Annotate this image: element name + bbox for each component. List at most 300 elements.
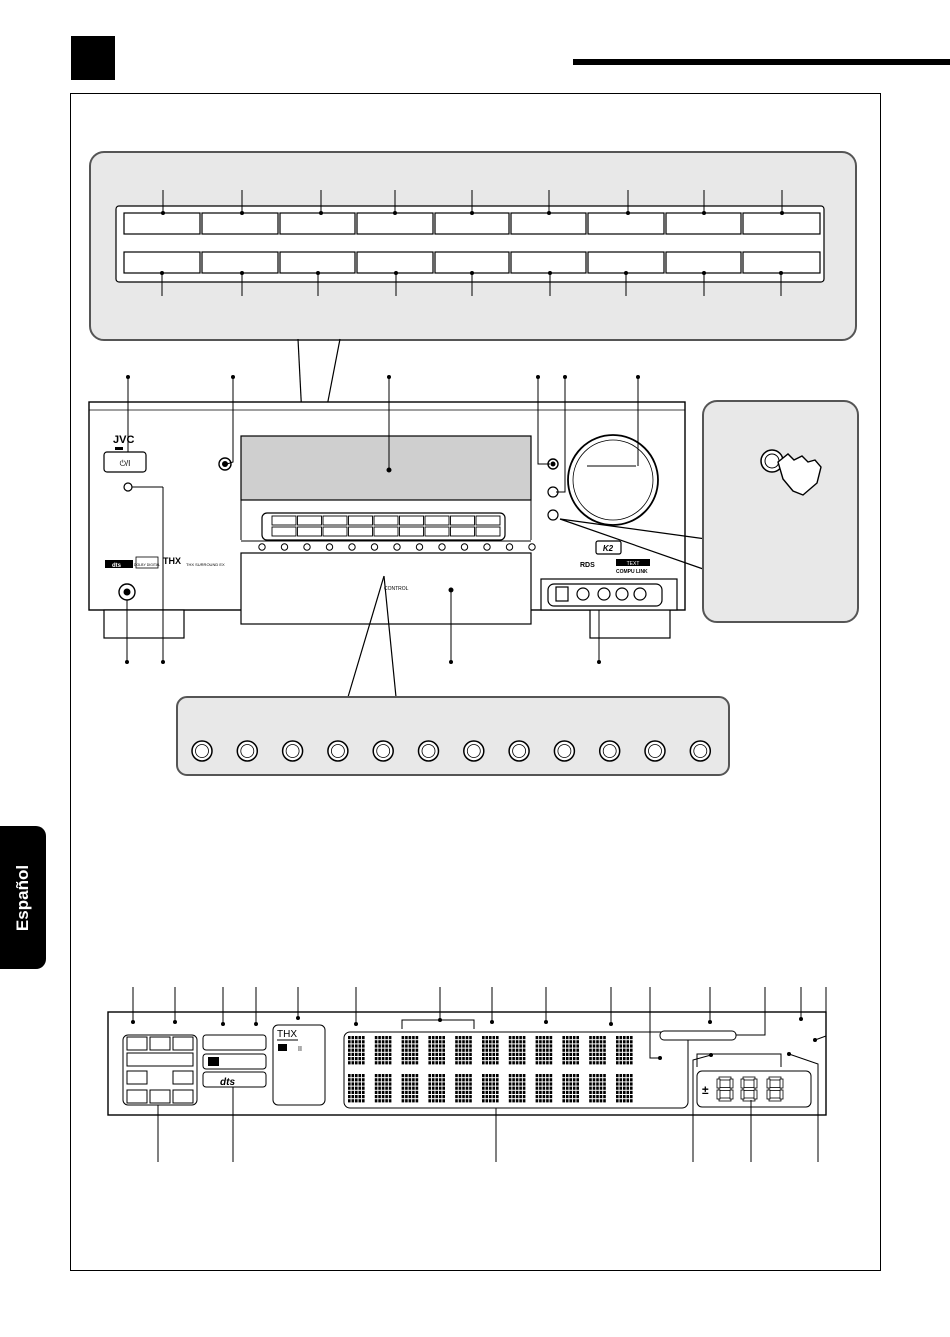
segment bbox=[719, 1088, 731, 1091]
segment bbox=[767, 1079, 770, 1088]
grid-button-bottom[interactable] bbox=[435, 252, 509, 273]
matrix-pixel bbox=[469, 1044, 472, 1047]
matrix-pixel bbox=[409, 1049, 412, 1052]
matrix-pixel bbox=[576, 1078, 579, 1081]
matrix-pixel bbox=[496, 1078, 499, 1081]
matrix-pixel bbox=[435, 1099, 438, 1102]
grid-button-bottom[interactable] bbox=[357, 252, 433, 273]
matrix-pixel bbox=[616, 1053, 619, 1056]
segment bbox=[730, 1090, 733, 1099]
matrix-pixel bbox=[348, 1040, 351, 1043]
matrix-pixel bbox=[405, 1053, 408, 1056]
power-button-label: ⏻/I bbox=[119, 459, 131, 468]
mini-button[interactable] bbox=[451, 527, 475, 536]
mini-button[interactable] bbox=[374, 527, 398, 536]
round-button-inner bbox=[603, 745, 616, 758]
matrix-pixel bbox=[620, 1091, 623, 1094]
speaker-indicator-block bbox=[123, 1035, 197, 1105]
matrix-pixel bbox=[435, 1040, 438, 1043]
grid-button-bottom[interactable] bbox=[280, 252, 355, 273]
strip-button[interactable] bbox=[259, 544, 265, 550]
display-dts-label: dts bbox=[220, 1077, 235, 1088]
strip-button[interactable] bbox=[506, 544, 512, 550]
matrix-pixel bbox=[566, 1087, 569, 1090]
matrix-character bbox=[482, 1036, 499, 1064]
matrix-pixel bbox=[512, 1053, 515, 1056]
grid-button-bottom[interactable] bbox=[588, 252, 664, 273]
matrix-pixel bbox=[455, 1049, 458, 1052]
matrix-pixel bbox=[493, 1053, 496, 1056]
matrix-pixel bbox=[428, 1049, 431, 1052]
display-leader-dot bbox=[813, 1038, 817, 1042]
matrix-pixel bbox=[536, 1074, 539, 1077]
round-button-inner bbox=[196, 745, 209, 758]
matrix-pixel bbox=[486, 1036, 489, 1039]
grid-button-bottom[interactable] bbox=[511, 252, 586, 273]
grid-button-top[interactable] bbox=[666, 213, 741, 234]
matrix-pixel bbox=[573, 1036, 576, 1039]
matrix-pixel bbox=[509, 1078, 512, 1081]
matrix-pixel bbox=[362, 1099, 365, 1102]
mini-button[interactable] bbox=[272, 527, 296, 536]
matrix-pixel bbox=[462, 1095, 465, 1098]
matrix-pixel bbox=[389, 1044, 392, 1047]
matrix-pixel bbox=[566, 1057, 569, 1060]
strip-button[interactable] bbox=[394, 544, 400, 550]
matrix-pixel bbox=[359, 1095, 362, 1098]
matrix-pixel bbox=[593, 1044, 596, 1047]
matrix-pixel bbox=[412, 1095, 415, 1098]
matrix-character bbox=[348, 1036, 365, 1064]
matrix-pixel bbox=[435, 1061, 438, 1064]
matrix-pixel bbox=[566, 1074, 569, 1077]
strip-button[interactable] bbox=[349, 544, 355, 550]
matrix-pixel bbox=[352, 1099, 355, 1102]
matrix-pixel bbox=[546, 1078, 549, 1081]
matrix-pixel bbox=[589, 1099, 592, 1102]
matrix-pixel bbox=[455, 1087, 458, 1090]
leader-dot bbox=[548, 271, 552, 275]
grid-button-bottom[interactable] bbox=[124, 252, 200, 273]
matrix-character bbox=[455, 1036, 472, 1064]
matrix-pixel bbox=[630, 1040, 633, 1043]
matrix-pixel bbox=[355, 1036, 358, 1039]
matrix-pixel bbox=[416, 1057, 419, 1060]
matrix-pixel bbox=[469, 1087, 472, 1090]
matrix-pixel bbox=[455, 1061, 458, 1064]
strip-button[interactable] bbox=[326, 544, 332, 550]
matrix-pixel bbox=[593, 1095, 596, 1098]
matrix-pixel bbox=[352, 1074, 355, 1077]
matrix-pixel bbox=[539, 1078, 542, 1081]
matrix-pixel bbox=[576, 1044, 579, 1047]
matrix-pixel bbox=[439, 1036, 442, 1039]
matrix-pixel bbox=[389, 1074, 392, 1077]
matrix-pixel bbox=[600, 1087, 603, 1090]
matrix-pixel bbox=[389, 1099, 392, 1102]
matrix-pixel bbox=[630, 1099, 633, 1102]
matrix-pixel bbox=[603, 1095, 606, 1098]
matrix-pixel bbox=[389, 1082, 392, 1085]
matrix-pixel bbox=[439, 1049, 442, 1052]
matrix-pixel bbox=[589, 1053, 592, 1056]
matrix-pixel bbox=[352, 1061, 355, 1064]
mini-button[interactable] bbox=[298, 527, 322, 536]
matrix-pixel bbox=[482, 1091, 485, 1094]
matrix-pixel bbox=[516, 1074, 519, 1077]
matrix-pixel bbox=[543, 1095, 546, 1098]
matrix-pixel bbox=[382, 1091, 385, 1094]
matrix-pixel bbox=[486, 1087, 489, 1090]
matrix-pixel bbox=[569, 1091, 572, 1094]
matrix-pixel bbox=[536, 1053, 539, 1056]
matrix-pixel bbox=[620, 1057, 623, 1060]
matrix-character bbox=[589, 1036, 606, 1064]
matrix-pixel bbox=[389, 1061, 392, 1064]
matrix-pixel bbox=[459, 1078, 462, 1081]
matrix-pixel bbox=[546, 1049, 549, 1052]
matrix-pixel bbox=[409, 1087, 412, 1090]
mini-button[interactable] bbox=[476, 527, 500, 536]
matrix-pixel bbox=[489, 1036, 492, 1039]
matrix-pixel bbox=[486, 1078, 489, 1081]
matrix-pixel bbox=[616, 1091, 619, 1094]
matrix-pixel bbox=[493, 1082, 496, 1085]
mini-button[interactable] bbox=[476, 516, 500, 525]
leader-dot bbox=[702, 211, 706, 215]
matrix-pixel bbox=[455, 1044, 458, 1047]
grid-button-top[interactable] bbox=[743, 213, 820, 234]
matrix-pixel bbox=[348, 1044, 351, 1047]
matrix-pixel bbox=[596, 1040, 599, 1043]
matrix-pixel bbox=[630, 1078, 633, 1081]
matrix-pixel bbox=[493, 1044, 496, 1047]
matrix-pixel bbox=[593, 1040, 596, 1043]
small-knob[interactable] bbox=[124, 483, 132, 491]
matrix-pixel bbox=[402, 1040, 405, 1043]
segment bbox=[741, 1079, 744, 1088]
master-volume-knob[interactable] bbox=[568, 435, 658, 525]
matrix-pixel bbox=[489, 1074, 492, 1077]
matrix-pixel bbox=[589, 1049, 592, 1052]
matrix-character bbox=[428, 1036, 445, 1064]
matrix-pixel bbox=[355, 1049, 358, 1052]
mini-button[interactable] bbox=[425, 516, 449, 525]
matrix-pixel bbox=[512, 1049, 515, 1052]
matrix-character bbox=[455, 1074, 472, 1102]
matrix-pixel bbox=[402, 1053, 405, 1056]
leader-dot bbox=[470, 211, 474, 215]
leader-dot bbox=[319, 211, 323, 215]
matrix-pixel bbox=[536, 1091, 539, 1094]
matrix-pixel bbox=[512, 1082, 515, 1085]
segment bbox=[769, 1088, 781, 1091]
matrix-pixel bbox=[466, 1099, 469, 1102]
matrix-pixel bbox=[620, 1078, 623, 1081]
matrix-pixel bbox=[409, 1091, 412, 1094]
segment bbox=[717, 1079, 720, 1088]
matrix-pixel bbox=[352, 1044, 355, 1047]
matrix-pixel bbox=[573, 1053, 576, 1056]
matrix-pixel bbox=[459, 1095, 462, 1098]
matrix-pixel bbox=[620, 1036, 623, 1039]
video-input[interactable] bbox=[598, 588, 610, 600]
matrix-pixel bbox=[623, 1057, 626, 1060]
matrix-pixel bbox=[589, 1087, 592, 1090]
matrix-pixel bbox=[489, 1057, 492, 1060]
matrix-pixel bbox=[546, 1099, 549, 1102]
matrix-pixel bbox=[623, 1044, 626, 1047]
matrix-pixel bbox=[519, 1057, 522, 1060]
matrix-pixel bbox=[382, 1040, 385, 1043]
matrix-pixel bbox=[402, 1061, 405, 1064]
matrix-pixel bbox=[630, 1036, 633, 1039]
matrix-pixel bbox=[600, 1036, 603, 1039]
matrix-pixel bbox=[516, 1044, 519, 1047]
grid-button-top[interactable] bbox=[357, 213, 433, 234]
matrix-pixel bbox=[566, 1044, 569, 1047]
grid-button-top[interactable] bbox=[280, 213, 355, 234]
matrix-pixel bbox=[512, 1061, 515, 1064]
mini-button[interactable] bbox=[425, 527, 449, 536]
matrix-pixel bbox=[523, 1091, 526, 1094]
strip-button[interactable] bbox=[484, 544, 490, 550]
matrix-pixel bbox=[616, 1044, 619, 1047]
matrix-pixel bbox=[405, 1061, 408, 1064]
round-button-callout bbox=[177, 697, 729, 775]
matrix-pixel bbox=[378, 1057, 381, 1060]
matrix-pixel bbox=[493, 1091, 496, 1094]
matrix-pixel bbox=[466, 1049, 469, 1052]
leader-dot bbox=[393, 211, 397, 215]
matrix-character bbox=[402, 1074, 419, 1102]
matrix-pixel bbox=[489, 1044, 492, 1047]
matrix-pixel bbox=[509, 1036, 512, 1039]
matrix-pixel bbox=[576, 1053, 579, 1056]
matrix-pixel bbox=[482, 1053, 485, 1056]
dts-badge: dts bbox=[112, 563, 121, 569]
matrix-pixel bbox=[603, 1099, 606, 1102]
matrix-pixel bbox=[616, 1078, 619, 1081]
matrix-pixel bbox=[442, 1078, 445, 1081]
matrix-pixel bbox=[486, 1044, 489, 1047]
matrix-pixel bbox=[385, 1036, 388, 1039]
matrix-pixel bbox=[546, 1040, 549, 1043]
strip-button[interactable] bbox=[461, 544, 467, 550]
matrix-pixel bbox=[543, 1044, 546, 1047]
strip-button[interactable] bbox=[416, 544, 422, 550]
matrix-pixel bbox=[402, 1091, 405, 1094]
matrix-pixel bbox=[466, 1057, 469, 1060]
dolby-digital-icon bbox=[208, 1057, 219, 1066]
leader-dot bbox=[240, 271, 244, 275]
matrix-pixel bbox=[509, 1040, 512, 1043]
matrix-pixel bbox=[493, 1074, 496, 1077]
matrix-pixel bbox=[569, 1057, 572, 1060]
matrix-pixel bbox=[405, 1074, 408, 1077]
segment bbox=[743, 1077, 755, 1080]
matrix-pixel bbox=[469, 1053, 472, 1056]
matrix-pixel bbox=[389, 1095, 392, 1098]
matrix-pixel bbox=[455, 1099, 458, 1102]
matrix-pixel bbox=[536, 1057, 539, 1060]
matrix-pixel bbox=[352, 1053, 355, 1056]
matrix-pixel bbox=[546, 1044, 549, 1047]
matrix-pixel bbox=[466, 1061, 469, 1064]
matrix-pixel bbox=[359, 1082, 362, 1085]
matrix-pixel bbox=[412, 1099, 415, 1102]
matrix-character bbox=[616, 1074, 633, 1102]
matrix-pixel bbox=[596, 1049, 599, 1052]
mini-button[interactable] bbox=[400, 516, 424, 525]
matrix-pixel bbox=[455, 1057, 458, 1060]
matrix-pixel bbox=[402, 1057, 405, 1060]
volume-sign: ± bbox=[702, 1083, 709, 1097]
mini-button[interactable] bbox=[349, 516, 373, 525]
matrix-pixel bbox=[523, 1078, 526, 1081]
grid-button-bottom[interactable] bbox=[202, 252, 278, 273]
matrix-pixel bbox=[455, 1082, 458, 1085]
matrix-pixel bbox=[435, 1091, 438, 1094]
grid-button-bottom[interactable] bbox=[666, 252, 741, 273]
matrix-pixel bbox=[630, 1057, 633, 1060]
s-video-input[interactable] bbox=[577, 588, 589, 600]
mini-button[interactable] bbox=[349, 527, 373, 536]
matrix-pixel bbox=[348, 1082, 351, 1085]
matrix-pixel bbox=[620, 1049, 623, 1052]
strip-button[interactable] bbox=[281, 544, 287, 550]
matrix-pixel bbox=[493, 1040, 496, 1043]
matrix-pixel bbox=[412, 1078, 415, 1081]
leader-dot bbox=[470, 271, 474, 275]
matrix-pixel bbox=[409, 1078, 412, 1081]
matrix-pixel bbox=[569, 1044, 572, 1047]
matrix-pixel bbox=[627, 1057, 630, 1060]
mini-button[interactable] bbox=[400, 527, 424, 536]
mini-button[interactable] bbox=[374, 516, 398, 525]
matrix-pixel bbox=[459, 1049, 462, 1052]
matrix-pixel bbox=[509, 1095, 512, 1098]
matrix-pixel bbox=[512, 1095, 515, 1098]
grid-button-top[interactable] bbox=[202, 213, 278, 234]
matrix-pixel bbox=[593, 1082, 596, 1085]
matrix-pixel bbox=[516, 1057, 519, 1060]
matrix-pixel bbox=[550, 1074, 553, 1077]
matrix-pixel bbox=[627, 1049, 630, 1052]
grid-button-top[interactable] bbox=[435, 213, 509, 234]
matrix-pixel bbox=[409, 1095, 412, 1098]
matrix-pixel bbox=[435, 1074, 438, 1077]
matrix-pixel bbox=[627, 1061, 630, 1064]
matrix-pixel bbox=[562, 1087, 565, 1090]
matrix-pixel bbox=[536, 1087, 539, 1090]
matrix-pixel bbox=[623, 1053, 626, 1056]
matrix-pixel bbox=[493, 1049, 496, 1052]
leader-dot bbox=[160, 271, 164, 275]
matrix-pixel bbox=[469, 1074, 472, 1077]
matrix-pixel bbox=[409, 1061, 412, 1064]
matrix-pixel bbox=[482, 1061, 485, 1064]
matrix-pixel bbox=[352, 1087, 355, 1090]
grid-button-bottom[interactable] bbox=[743, 252, 820, 273]
matrix-pixel bbox=[489, 1091, 492, 1094]
matrix-pixel bbox=[519, 1044, 522, 1047]
matrix-pixel bbox=[536, 1095, 539, 1098]
segment bbox=[754, 1090, 757, 1099]
matrix-pixel bbox=[566, 1036, 569, 1039]
matrix-pixel bbox=[489, 1040, 492, 1043]
strip-button[interactable] bbox=[371, 544, 377, 550]
optical-input[interactable] bbox=[556, 587, 568, 601]
mini-button[interactable] bbox=[323, 516, 347, 525]
matrix-pixel bbox=[550, 1036, 553, 1039]
matrix-pixel bbox=[355, 1082, 358, 1085]
grid-button-top[interactable] bbox=[588, 213, 664, 234]
matrix-pixel bbox=[539, 1053, 542, 1056]
matrix-pixel bbox=[589, 1044, 592, 1047]
strip-button[interactable] bbox=[304, 544, 310, 550]
strip-button[interactable] bbox=[529, 544, 535, 550]
matrix-pixel bbox=[439, 1099, 442, 1102]
matrix-pixel bbox=[566, 1078, 569, 1081]
matrix-pixel bbox=[496, 1099, 499, 1102]
matrix-pixel bbox=[375, 1078, 378, 1081]
round-button-inner bbox=[286, 745, 299, 758]
audio-r-input[interactable] bbox=[634, 588, 646, 600]
matrix-pixel bbox=[573, 1057, 576, 1060]
matrix-pixel bbox=[459, 1061, 462, 1064]
matrix-pixel bbox=[489, 1095, 492, 1098]
matrix-pixel bbox=[550, 1091, 553, 1094]
matrix-pixel bbox=[546, 1074, 549, 1077]
matrix-pixel bbox=[362, 1044, 365, 1047]
matrix-pixel bbox=[442, 1074, 445, 1077]
mini-button[interactable] bbox=[272, 516, 296, 525]
matrix-pixel bbox=[616, 1099, 619, 1102]
audio-l-input[interactable] bbox=[616, 588, 628, 600]
matrix-pixel bbox=[385, 1057, 388, 1060]
leader-dot bbox=[161, 211, 165, 215]
matrix-pixel bbox=[405, 1087, 408, 1090]
matrix-pixel bbox=[362, 1087, 365, 1090]
mini-button[interactable] bbox=[298, 516, 322, 525]
matrix-pixel bbox=[543, 1049, 546, 1052]
matrix-pixel bbox=[596, 1095, 599, 1098]
matrix-pixel bbox=[442, 1053, 445, 1056]
matrix-pixel bbox=[546, 1061, 549, 1064]
matrix-pixel bbox=[516, 1061, 519, 1064]
grid-button-top[interactable] bbox=[124, 213, 200, 234]
right-knob-3[interactable] bbox=[548, 510, 558, 520]
matrix-pixel bbox=[435, 1044, 438, 1047]
grid-button-top[interactable] bbox=[511, 213, 586, 234]
matrix-pixel bbox=[536, 1099, 539, 1102]
matrix-pixel bbox=[432, 1099, 435, 1102]
matrix-pixel bbox=[546, 1091, 549, 1094]
strip-button[interactable] bbox=[439, 544, 445, 550]
matrix-pixel bbox=[600, 1091, 603, 1094]
matrix-character bbox=[348, 1074, 365, 1102]
mini-button[interactable] bbox=[323, 527, 347, 536]
matrix-pixel bbox=[405, 1091, 408, 1094]
matrix-pixel bbox=[536, 1036, 539, 1039]
matrix-pixel bbox=[620, 1074, 623, 1077]
matrix-pixel bbox=[378, 1053, 381, 1056]
mini-button[interactable] bbox=[451, 516, 475, 525]
matrix-pixel bbox=[439, 1044, 442, 1047]
matrix-pixel bbox=[486, 1061, 489, 1064]
button-grid-callout bbox=[90, 152, 856, 340]
